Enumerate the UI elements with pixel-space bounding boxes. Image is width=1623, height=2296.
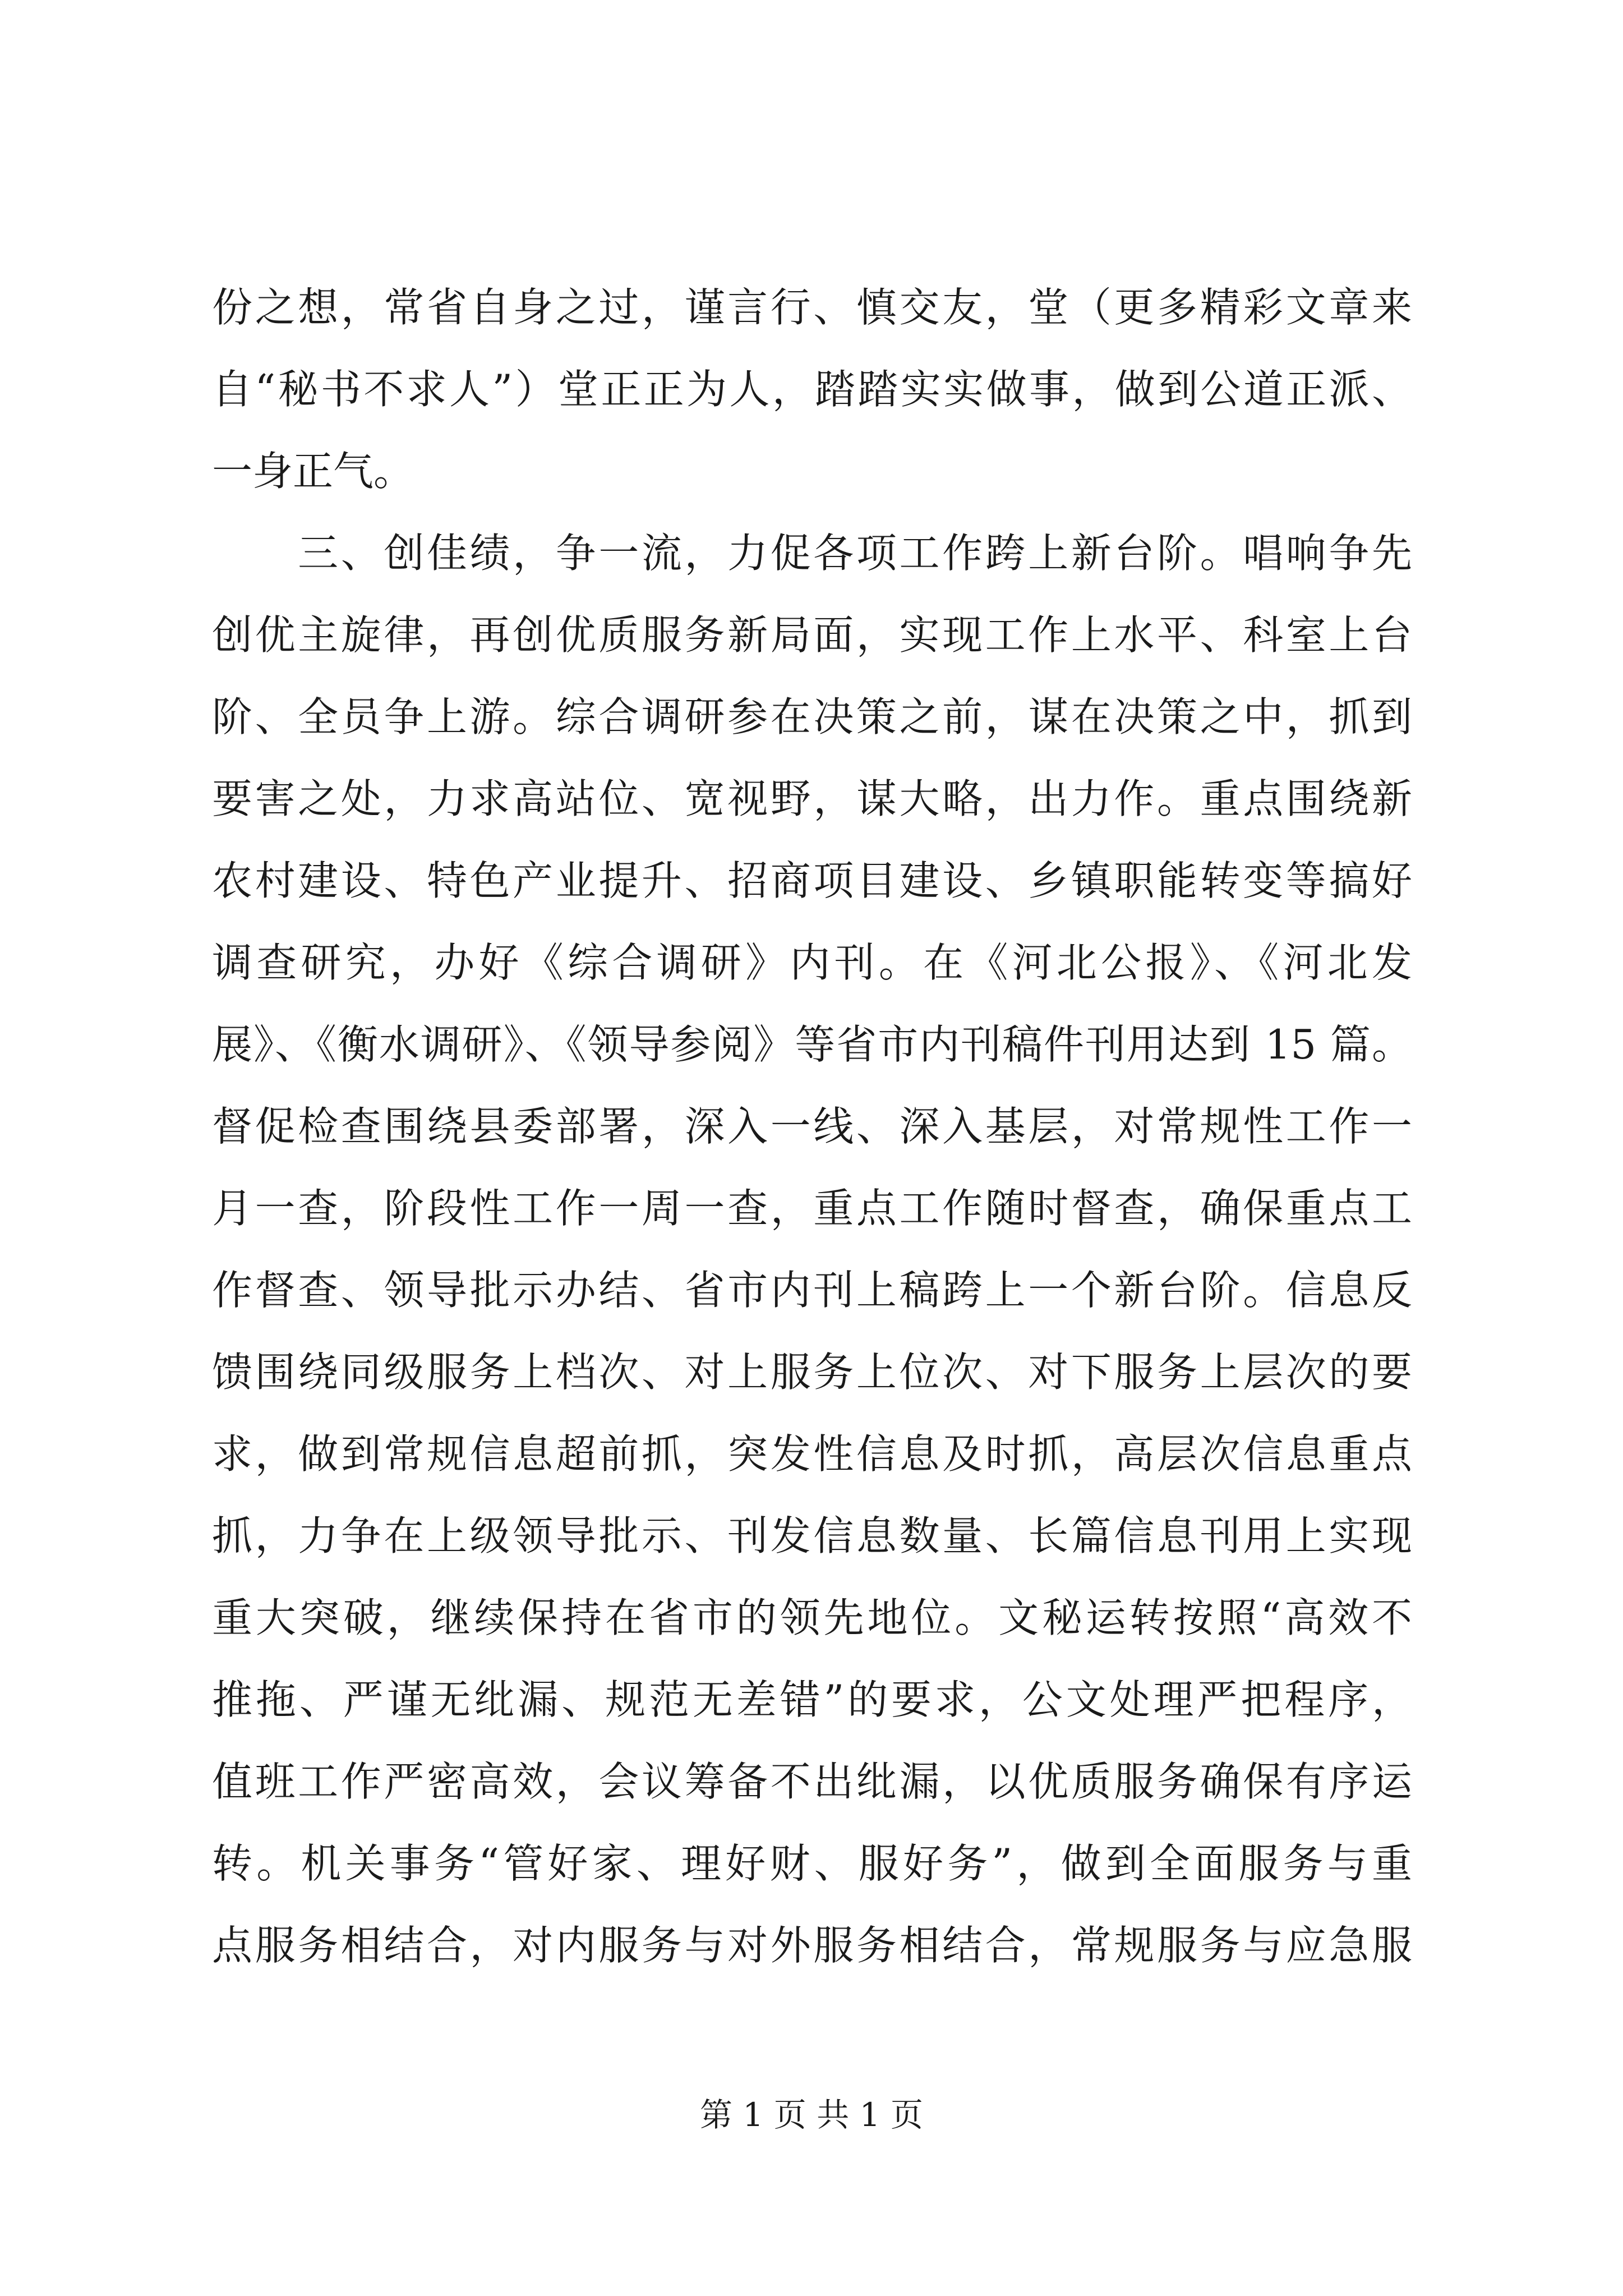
text-line: 要害之处，力求高站位、宽视野，谋大略，出力作。重点围绕新 — [212, 775, 1412, 822]
text-line: 馈围绕同级服务上档次、对上服务上位次、对下服务上层次的要 — [212, 1349, 1412, 1396]
text-line: 一身正气。 — [212, 448, 414, 495]
text-line: 阶、全员争上游。综合调研参在决策之前，谋在决策之中，抓到 — [212, 693, 1412, 740]
text-line: 创优主旋律，再创优质服务新局面，实现工作上水平、科室上台 — [212, 611, 1412, 659]
text-line: 农村建设、特色产业提升、招商项目建设、乡镇职能转变等搞好 — [212, 857, 1412, 904]
text-line: 展》、《衡水调研》、《领导参阅》等省市内刊稿件刊用达到 15 篇。 — [212, 1021, 1412, 1068]
text-line: 求，做到常规信息超前抓，突发性信息及时抓，高层次信息重点 — [212, 1430, 1412, 1478]
text-line: 推拖、严谨无纰漏、规范无差错”的要求，公文处理严把程序， — [212, 1676, 1412, 1723]
text-line: 三、创佳绩，争一流，力促各项工作跨上新台阶。唱响争先 — [212, 530, 1412, 577]
text-line: 值班工作严密高效，会议筹备不出纰漏，以优质服务确保有序运 — [212, 1758, 1412, 1805]
text-line: 调查研究，办好《综合调研》内刊。在《河北公报》、《河北发 — [212, 939, 1412, 986]
text-line: 重大突破，继续保持在省市的领先地位。文秘运转按照“高效不 — [212, 1594, 1412, 1641]
page-footer — [0, 2092, 1623, 2137]
text-line: 督促检查围绕县委部署，深入一线、深入基层，对常规性工作一 — [212, 1103, 1412, 1150]
text-line: 月一查，阶段性工作一周一查，重点工作随时督查，确保重点工 — [212, 1185, 1412, 1232]
text-line: 自“秘书不求人”）堂正正为人，踏踏实实做事，做到公道正派、 — [212, 366, 1412, 413]
text-line: 转。机关事务“管好家、理好财、服好务”，做到全面服务与重 — [212, 1840, 1412, 1887]
body-text — [212, 266, 1412, 1986]
page-number: 第 1 页 共 1 页 — [700, 2096, 923, 2134]
text-line: 份之想，常省自身之过，谨言行、慎交友，堂（更多精彩文章来 — [212, 284, 1412, 331]
text-line: 点服务相结合，对内服务与对外服务相结合，常规服务与应急服 — [212, 1922, 1412, 1969]
text-line: 作督查、领导批示办结、省市内刊上稿跨上一个新台阶。信息反 — [212, 1267, 1412, 1314]
text-line: 抓，力争在上级领导批示、刊发信息数量、长篇信息刊用上实现 — [212, 1512, 1412, 1559]
